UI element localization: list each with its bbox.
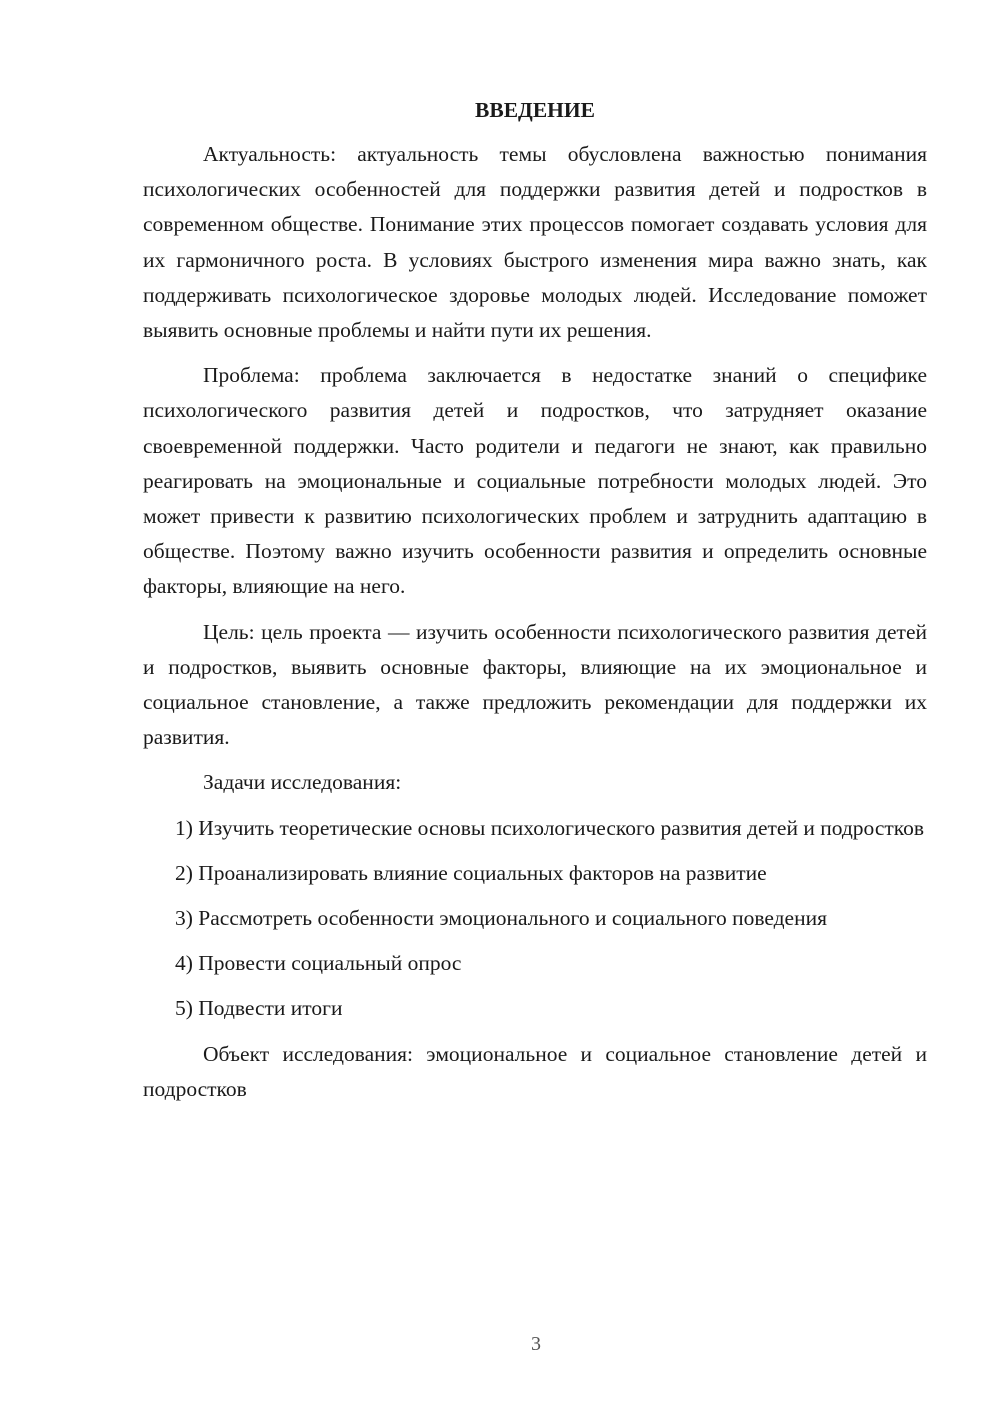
page-title: ВВЕДЕНИЕ [475, 98, 595, 122]
page-number: 3 [531, 1333, 541, 1355]
task-item: 5) Подвести итоги [175, 996, 343, 1021]
task-item: 3) Рассмотреть особенности эмоционального и социального поведения [175, 906, 827, 931]
task-item: 1) Изучить теоретические основы психологического развития детей и подростков [175, 815, 925, 840]
tasks-list [143, 811, 927, 1027]
paragraph-problem: Проблема: проблема заключается в недостатке знаний о специфике психологического развития детей и подростков, что затрудняет оказание своевременной поддержки. Часто родители и педагоги не знают, как правильно реагировать на эмоциональные и социальные потребности молодых людей. Это может привести к развитию психологических проблем и затруднить адаптацию в обществе. Поэтому важно изучить особенности развития и определить основные факторы, влияющие на него. [143, 363, 927, 599]
task-item: 4) Провести социальный опрос [175, 951, 462, 976]
tasks-heading: Задачи исследования: [203, 770, 402, 795]
page-body [143, 95, 927, 1117]
paragraph-goal: Цель: цель проекта — изучить особенности психологического развития детей и подростков, выявить основные факторы, влияющие на их эмоциональное и социальное становление, а также предложить рекомендации для поддержки их развития. [143, 619, 927, 750]
task-item: 2) Проанализировать влияние социальных факторов на развитие [175, 860, 767, 885]
paragraph-relevance: Актуальность: актуальность темы обусловлена важностью понимания психологических особенностей для поддержки развития детей и подростков в современном обществе. Понимание этих процессов помогает создавать условия для их гармоничного роста. В условиях быстрого изменения мира важно знать, как поддерживать психологическое здоровье молодых людей. Исследование поможет выявить основные проблемы и найти пути их решения. [143, 142, 927, 343]
paragraph-object: Объект исследования: эмоциональное и социальное становление детей и подростков [143, 1041, 927, 1101]
